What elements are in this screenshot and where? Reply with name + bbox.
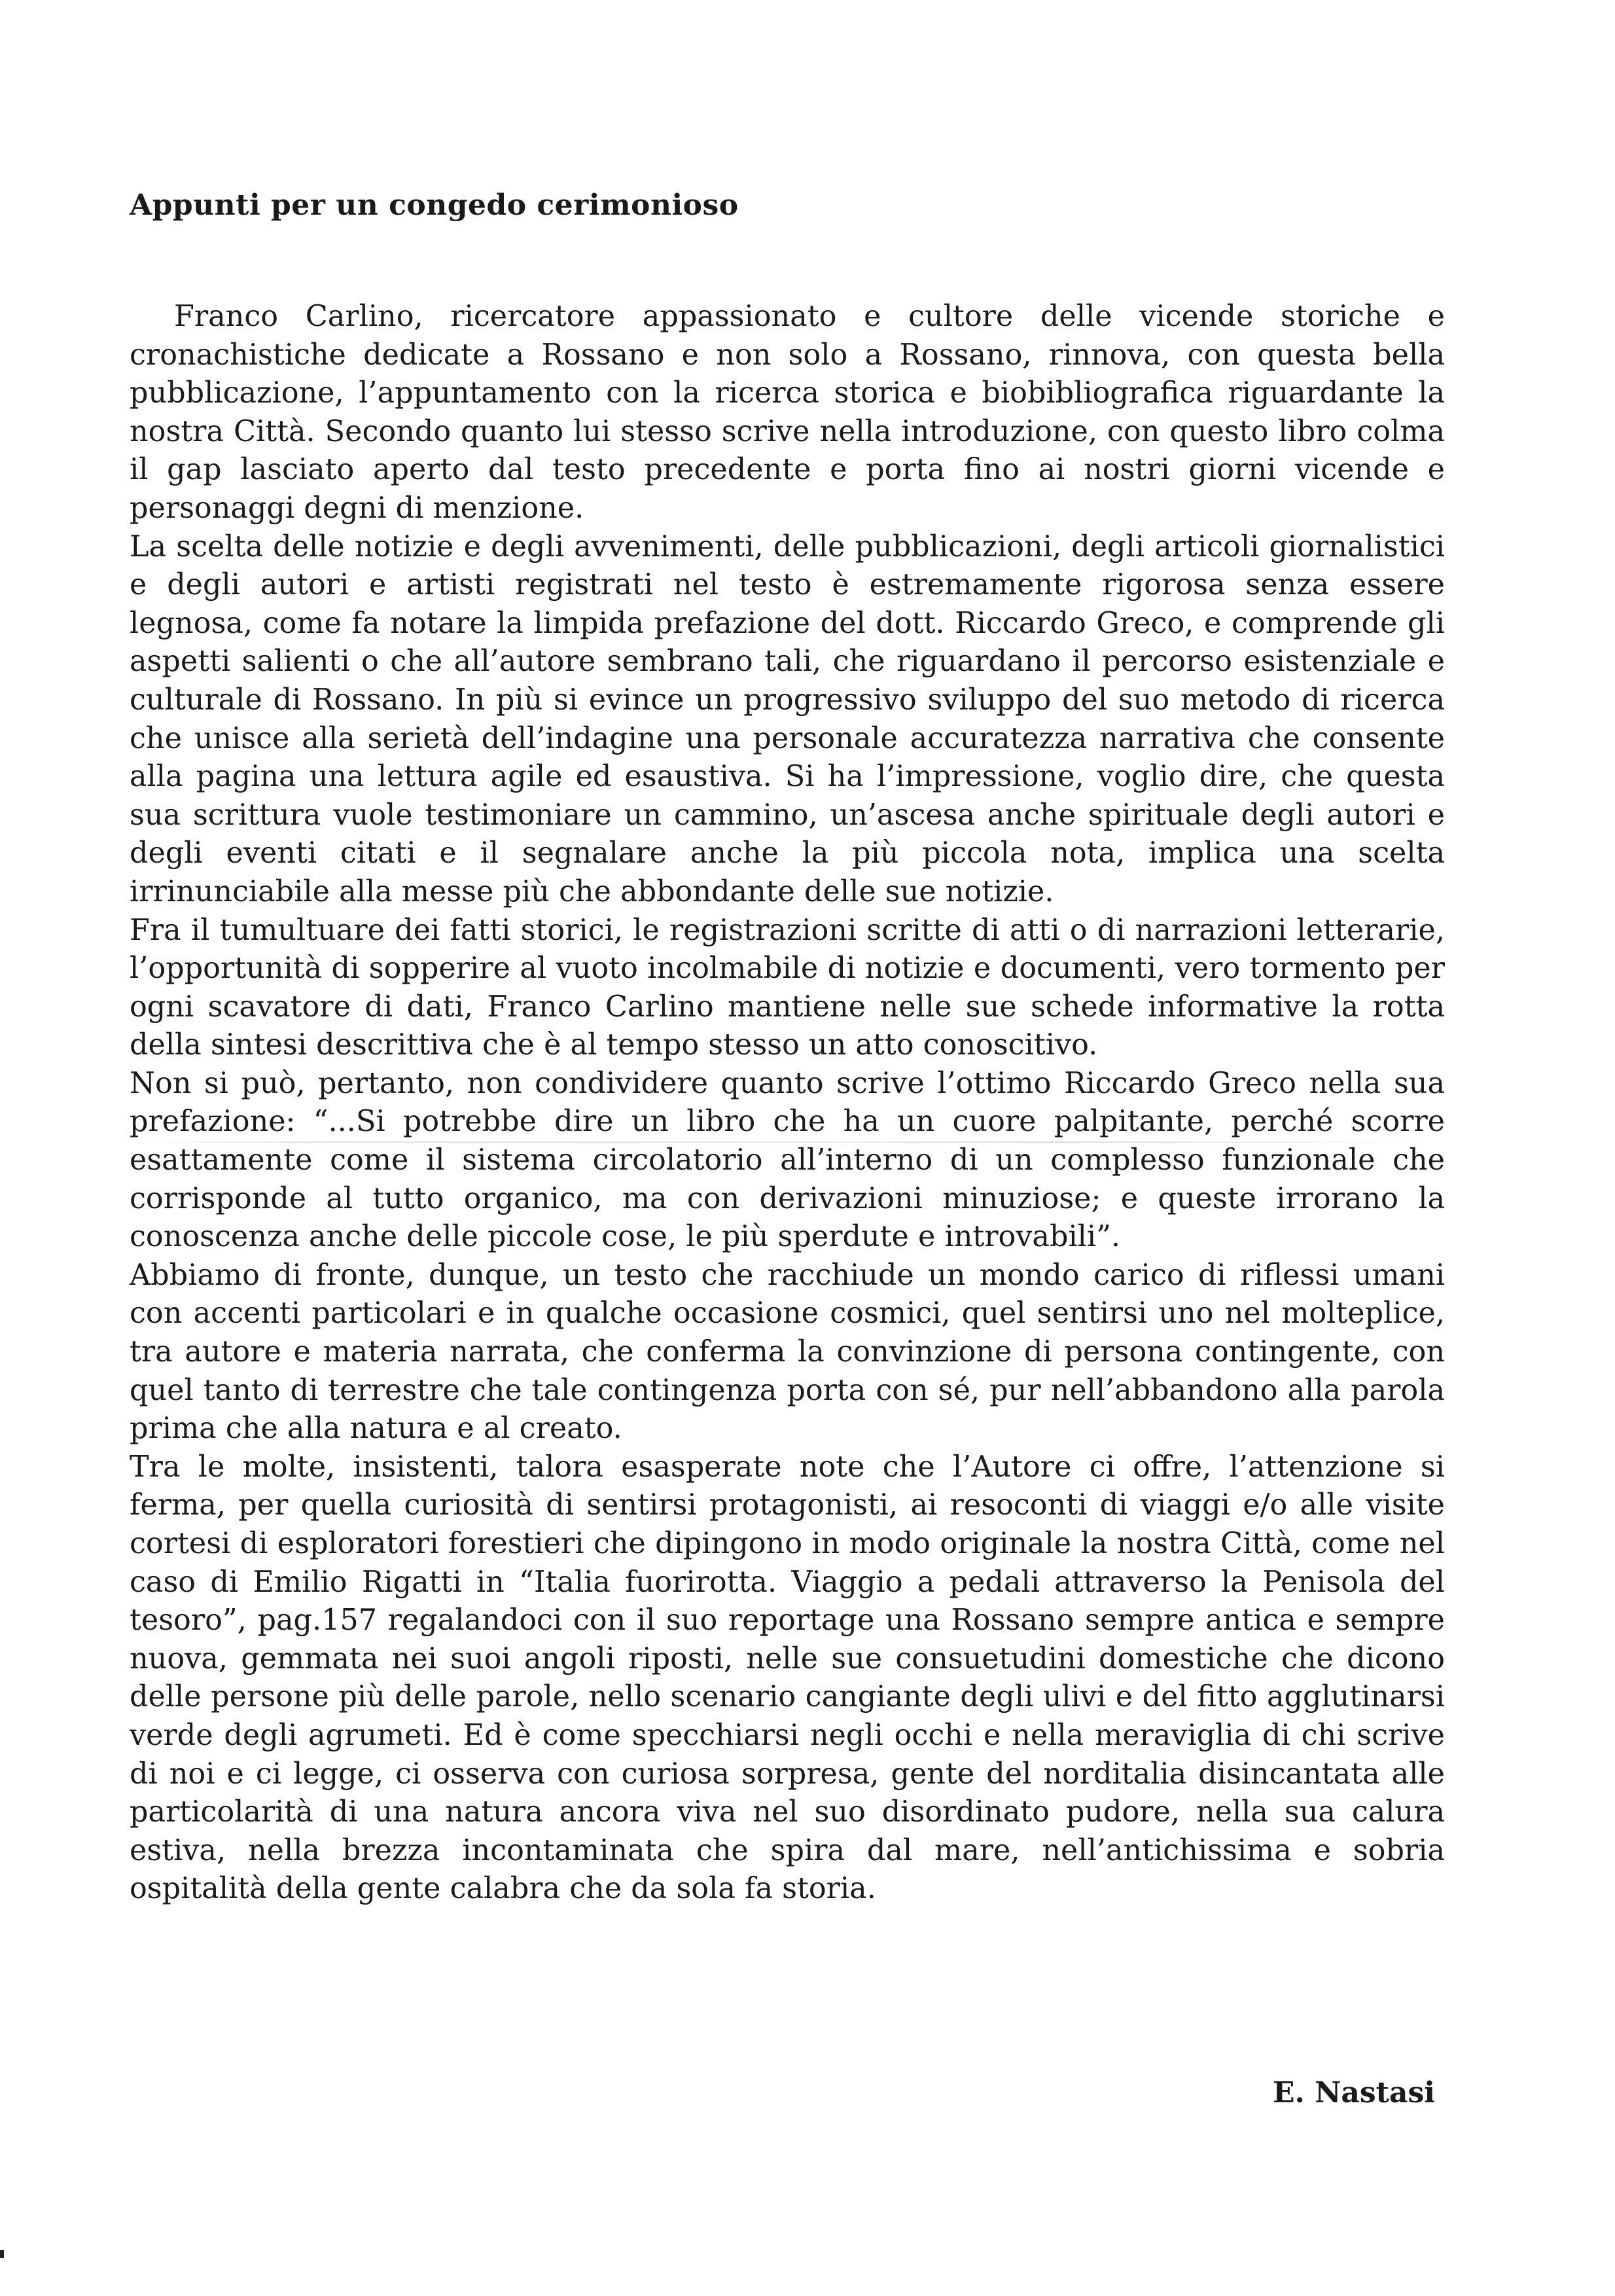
paragraph-1: Franco Carlino, ricercatore appassionato e cultore delle vicende storiche e cronachistiche dedicate a Rossano e non solo a Rossano, rinnova, con questa bella pubblicazione, l’appuntamento con la ricerca storica e biobibliografica riguardante la nostra Città. Secondo quanto lui stesso scrive nella introduzione, con questo libro colma il gap lasciato aperto dal testo precedente e porta fino ai nostri giorni vicende e personaggi degni di menzione. — [130, 300, 1445, 525]
scan-artifact-dot — [0, 2250, 4, 2258]
document-page — [130, 0, 1445, 2296]
paragraph-2: La scelta delle notizie e degli avvenimenti, delle pubblicazioni, degli articoli giornalistici e degli autori e artisti registrati nel testo è estremamente rigorosa senza essere legnosa, come fa notare la limpida prefazione del dott. Riccardo Greco, e comprende gli aspetti salienti o che all’autore sembrano tali, che riguardano il percorso esistenziale e culturale di Rossano. In più si evince un progressivo sviluppo del suo metodo di ricerca che unisce alla serietà dell’indagine una personale accuratezza narrativa che consente alla pagina una lettura agile ed esaustiva. Si ha l’impressione, voglio dire, che questa sua scrittura vuole testimoniare un cammino, un’ascesa anche spirituale degli autori e degli eventi citati e il segnalare anche la più piccola nota, implica una scelta irrinunciabile alla messe più che abbondante delle sue notizie. — [130, 529, 1445, 908]
document-title: Appunti per un congedo cerimonioso — [130, 188, 739, 222]
paragraph-3: Fra il tumultuare dei fatti storici, le registrazioni scritte di atti o di narrazioni letterarie, l’opportunità di sopperire al vuoto incolmabile di notizie e documenti, vero tormento per ogni scavatore di dati, Franco Carlino mantiene nelle sue schede informative la rotta della sintesi descrittiva che è al tempo stesso un atto conoscitivo. — [130, 913, 1445, 1062]
scan-artifact-line — [130, 1141, 1445, 1143]
paragraph-6: Tra le molte, insistenti, talora esasperate note che l’Autore ci offre, l’attenzione si ferma, per quella curiosità di sentirsi protagonisti, ai resoconti di viaggi e/o alle visite cortesi di esploratori forestieri che dipingono in modo originale la nostra Città, come nel caso di Emilio Rigatti in “Italia fuorirotta. Viaggio a pedali attraverso la Penisola del tesoro”, pag.157 regalandoci con il suo reportage una Rossano sempre antica e sempre nuova, gemmata nei suoi angoli riposti, nelle sue consuetudini domestiche che dicono delle persone più delle parole, nello scenario cangiante degli ulivi e del fitto agglutinarsi verde degli agrumeti. Ed è come specchiarsi negli occhi e nella meraviglia di chi scrive di noi e ci legge, ci osserva con curiosa sorpresa, gente del norditalia disincantata alle particolarità di una natura ancora viva nel suo disordinato pudore, nella sua calura estiva, nella brezza incontaminata che spira dal mare, nell’antichissima e sobria ospitalità della gente calabra che da sola fa storia. — [130, 1450, 1445, 1906]
paragraph-5: Abbiamo di fronte, dunque, un testo che racchiude un mondo carico di riflessi umani con accenti particolari e in qualche occasione cosmici, quel sentirsi uno nel molteplice, tra autore e materia narrata, che conferma la convinzione di persona contingente, con quel tanto di terrestre che tale contingenza porta con sé, pur nell’abbandono alla parola prima che alla natura e al creato. — [130, 1258, 1445, 1446]
document-body — [130, 298, 1445, 1909]
paragraph-4: Non si può, pertanto, non condividere quanto scrive l’ottimo Riccardo Greco nella sua prefazione: “...Si potrebbe dire un libro che ha un cuore palpitante, perché scorre esattamente come il sistema circolatorio all’interno di un complesso funzionale che corrisponde al tutto organico, ma con derivazioni minuziose; e queste irrorano la conoscenza anche delle piccole cose, le più sperdute e introvabili”. — [130, 1066, 1445, 1254]
author-signature: E. Nastasi — [1273, 2076, 1435, 2109]
